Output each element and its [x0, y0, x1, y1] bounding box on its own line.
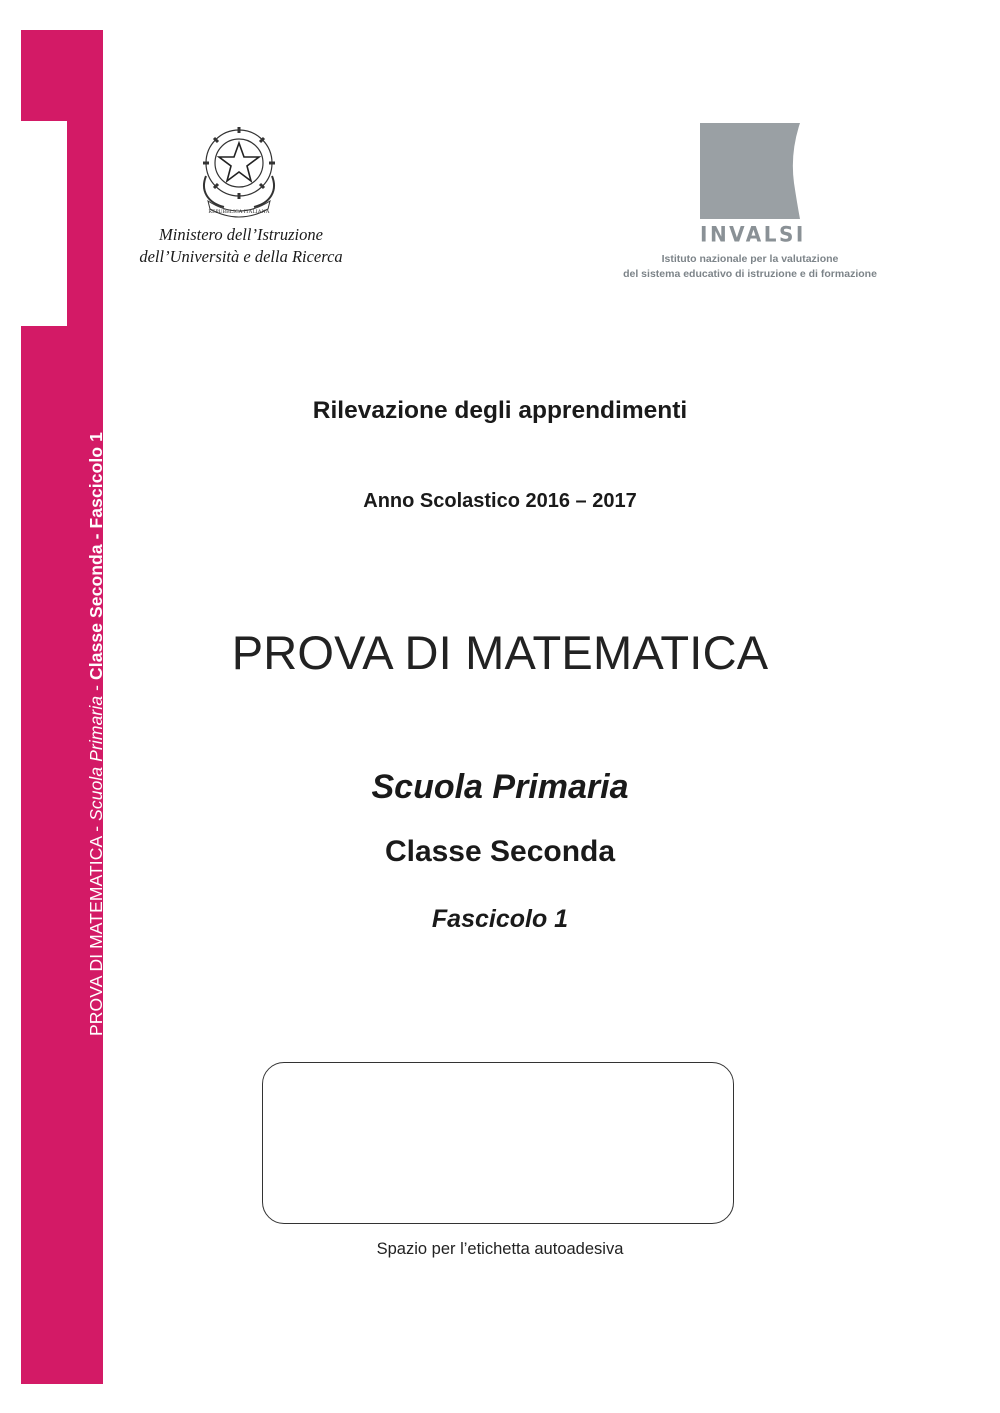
side-band-text — [86, 432, 107, 1036]
emblem-ribbon-text: REPUBBLICA ITALIANA — [208, 209, 270, 215]
invalsi-logo-icon — [700, 123, 800, 219]
ministry-line-1: Ministero dell’Istruzione — [159, 225, 323, 244]
side-band-subject: PROVA DI MATEMATICA - — [86, 820, 106, 1036]
invalsi-tagline-2: del sistema educativo di istruzione e di formazione — [623, 268, 877, 280]
sticker-label-area — [262, 1062, 734, 1224]
invalsi-tagline-1: Istituto nazionale per la valutazione — [661, 253, 839, 265]
sticker-label-caption: Spazio per l’etichetta autoadesiva — [376, 1240, 624, 1258]
grade-level: Classe Seconda — [384, 835, 616, 868]
school-level: Scuola Primaria — [371, 768, 629, 806]
invalsi-tagline — [622, 252, 878, 282]
side-band-separator: - — [86, 679, 106, 696]
ministry-name — [110, 224, 372, 268]
side-band-notch — [21, 121, 67, 326]
test-title: PROVA DI MATEMATICA — [231, 626, 769, 679]
survey-heading: Rilevazione degli apprendimenti — [312, 397, 688, 424]
booklet-number: Fascicolo 1 — [431, 905, 569, 933]
side-band-school: Scuola Primaria — [86, 695, 106, 821]
side-band-grade-booklet: Classe Seconda - Fascicolo 1 — [86, 432, 106, 680]
ministry-line-2: dell’Università e della Ricerca — [139, 247, 343, 266]
school-year: Anno Scolastico 2016 – 2017 — [363, 490, 637, 512]
invalsi-wordmark: INVALSI — [700, 221, 806, 247]
italian-republic-emblem-icon — [194, 121, 284, 221]
